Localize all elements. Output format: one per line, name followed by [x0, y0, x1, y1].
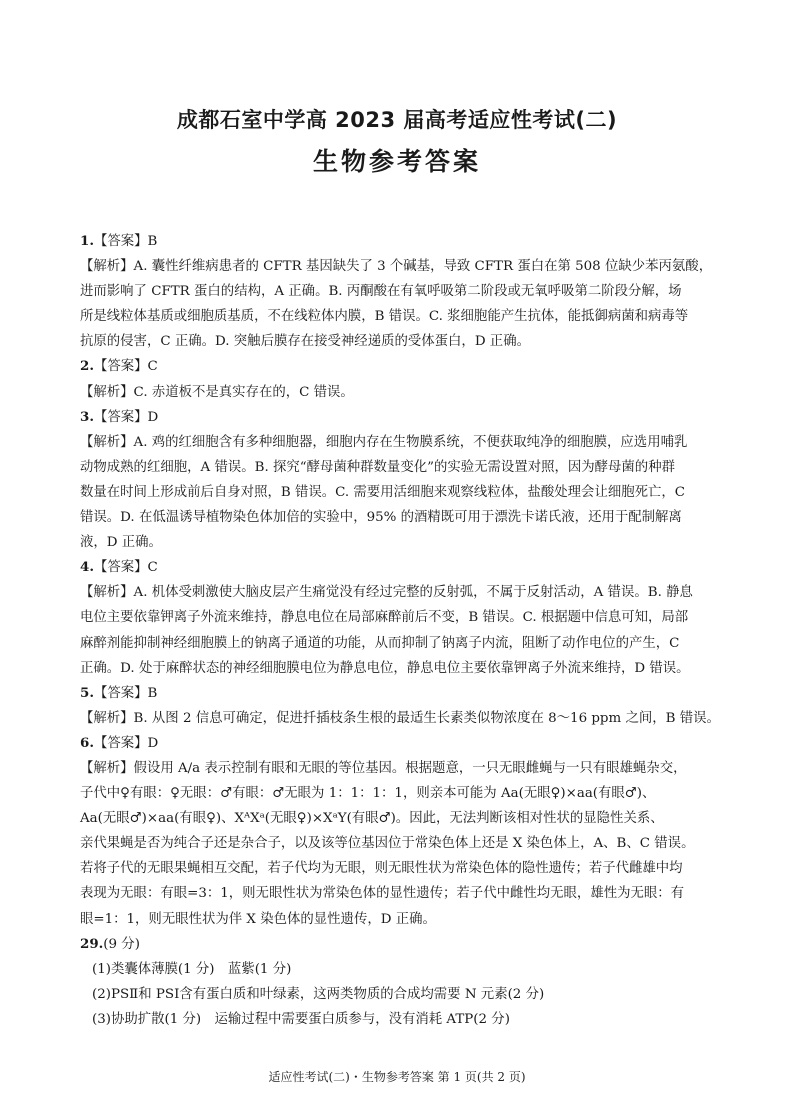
question-29-header: 29.(9 分) [80, 935, 140, 952]
question-1-answer: 1.【答案】B [80, 233, 158, 249]
question-29-part-3: (3)协助扩散(1 分) 运输过程中需要蛋白质参与，没有消耗 ATP(2 分) [92, 1011, 510, 1027]
page-footer: 适应性考试(二)・生物参考答案 第 1 页(共 2 页) [268, 1070, 526, 1084]
question-5-analysis: 【解析】B. 从图 2 信息可确定，促进扦插枝条生根的最适生长素类似物浓度在 8～16 ppm 之间，B 错误。 [80, 710, 720, 726]
question-4-answer: 4.【答案】C [80, 559, 158, 576]
question-2-answer: 2.【答案】C [80, 358, 158, 375]
question-1-analysis: 【解析】A. 囊性纤维病患者的 CFTR 基因缺失了 3 个碱基，导致 CFTR 蛋白在第 508 位缺少苯丙氨酸， 进而影响了 CFTR 蛋白的结构，A 正确。B. 丙酮酸在有氧呼吸第二阶段或无氧呼吸第二阶段分解，场 所是线粒体基质或细胞质基质，不在线粒体内膜，B 错误。C. 浆细胞能产生抗体，能抵御病菌和病毒等 抗原的侵害，C 正确。D. 突触后膜存在接受神经递质的受体蛋白，D 正确。 [80, 259, 713, 350]
question-4-analysis: 【解析】A. 机体受刺激使大脑皮层产生痛觉没有经过完整的反射弧，不属于反射活动，A 错误。B. 静息 电位主要依靠钾离子外流来维持，静息电位在局部麻醉前后不变，B 错误。C. 根据题中信息可知，局部 麻醉剂能抑制神经细胞膜上的钠离子通道的功能，从而抑制了钠离子内流，阻断了动作电位的产生，C 正确。D. 处于麻醉状态的神经细胞膜电位为静息电位，静息电位主要依靠钾离子外流来维持，D 错误。 [80, 585, 693, 676]
question-29-part-2: (2)PSⅡ和 PSⅠ含有蛋白质和叶绿素，这两类物质的合成均需要 N 元素(2 分) [92, 986, 545, 1002]
question-3-answer: 3.【答案】D [80, 408, 159, 425]
question-29-part-1: (1)类囊体薄膜(1 分) 蓝紫(1 分) [92, 961, 292, 977]
question-3-analysis: 【解析】A. 鸡的红细胞含有多种细胞器，细胞内存在生物膜系统，不便获取纯净的细胞膜，应选用哺乳 动物成熟的红细胞，A 错误。B. 探究“酵母菌种群数量变化”的实验无需设置对照，因为酵母菌的种群 数量在时间上形成前后自身对照，B 错误。C. 需要用活细胞来观察线粒体，盐酸处理会让细胞死亡，C 错误。D. 在低温诱导植物染色体加倍的实验中，95% 的酒精既可用于漂洗卡诺氏液，还用于配制解离 液，D 正确。 [80, 434, 688, 551]
question-6-analysis: 【解析】假设用 A/a 表示控制有眼和无眼的等位基因。根据题意，一只无眼雌蝇与一只有眼雄蝇杂交， 子代中♀有眼：♀无眼：♂有眼：♂无眼为 1：1：1：1，则亲本可能为 Aa(无眼♀)×aa(有眼♂)、 Aa(无眼♂)×aa(有眼♀)、XᴬXᵃ(无眼♀)×XᵃY(有眼♂)。因此，无法判断该相对性状的显隐性关系、 亲代果蝇是否为纯合子还是杂合子，以及该等位基因位于常染色体上还是 X 染色体上，A、B、C 错误。 若将子代的无眼果蝇相互交配，若子代均为无眼，则无眼性状为常染色体的隐性遗传；若子代雌雄中均 表现为无眼：有眼=3：1，则无眼性状为常染色体的显性遗传；若子代中雌性均无眼，雄性为无眼：有 眼=1：1，则无眼性状为伴 X 染色体的显性遗传，D 正确。 [80, 760, 695, 927]
page-subtitle: 生物参考答案 [312, 147, 481, 176]
question-6-answer: 6.【答案】D [80, 734, 159, 751]
page-title: 成都石室中学高 2023 届高考适应性考试(二) [176, 108, 618, 132]
question-2-analysis: 【解析】C. 赤道板不是真实存在的，C 错误。 [80, 384, 354, 400]
question-5-answer: 5.【答案】B [80, 684, 158, 701]
answer-content [80, 229, 720, 1032]
